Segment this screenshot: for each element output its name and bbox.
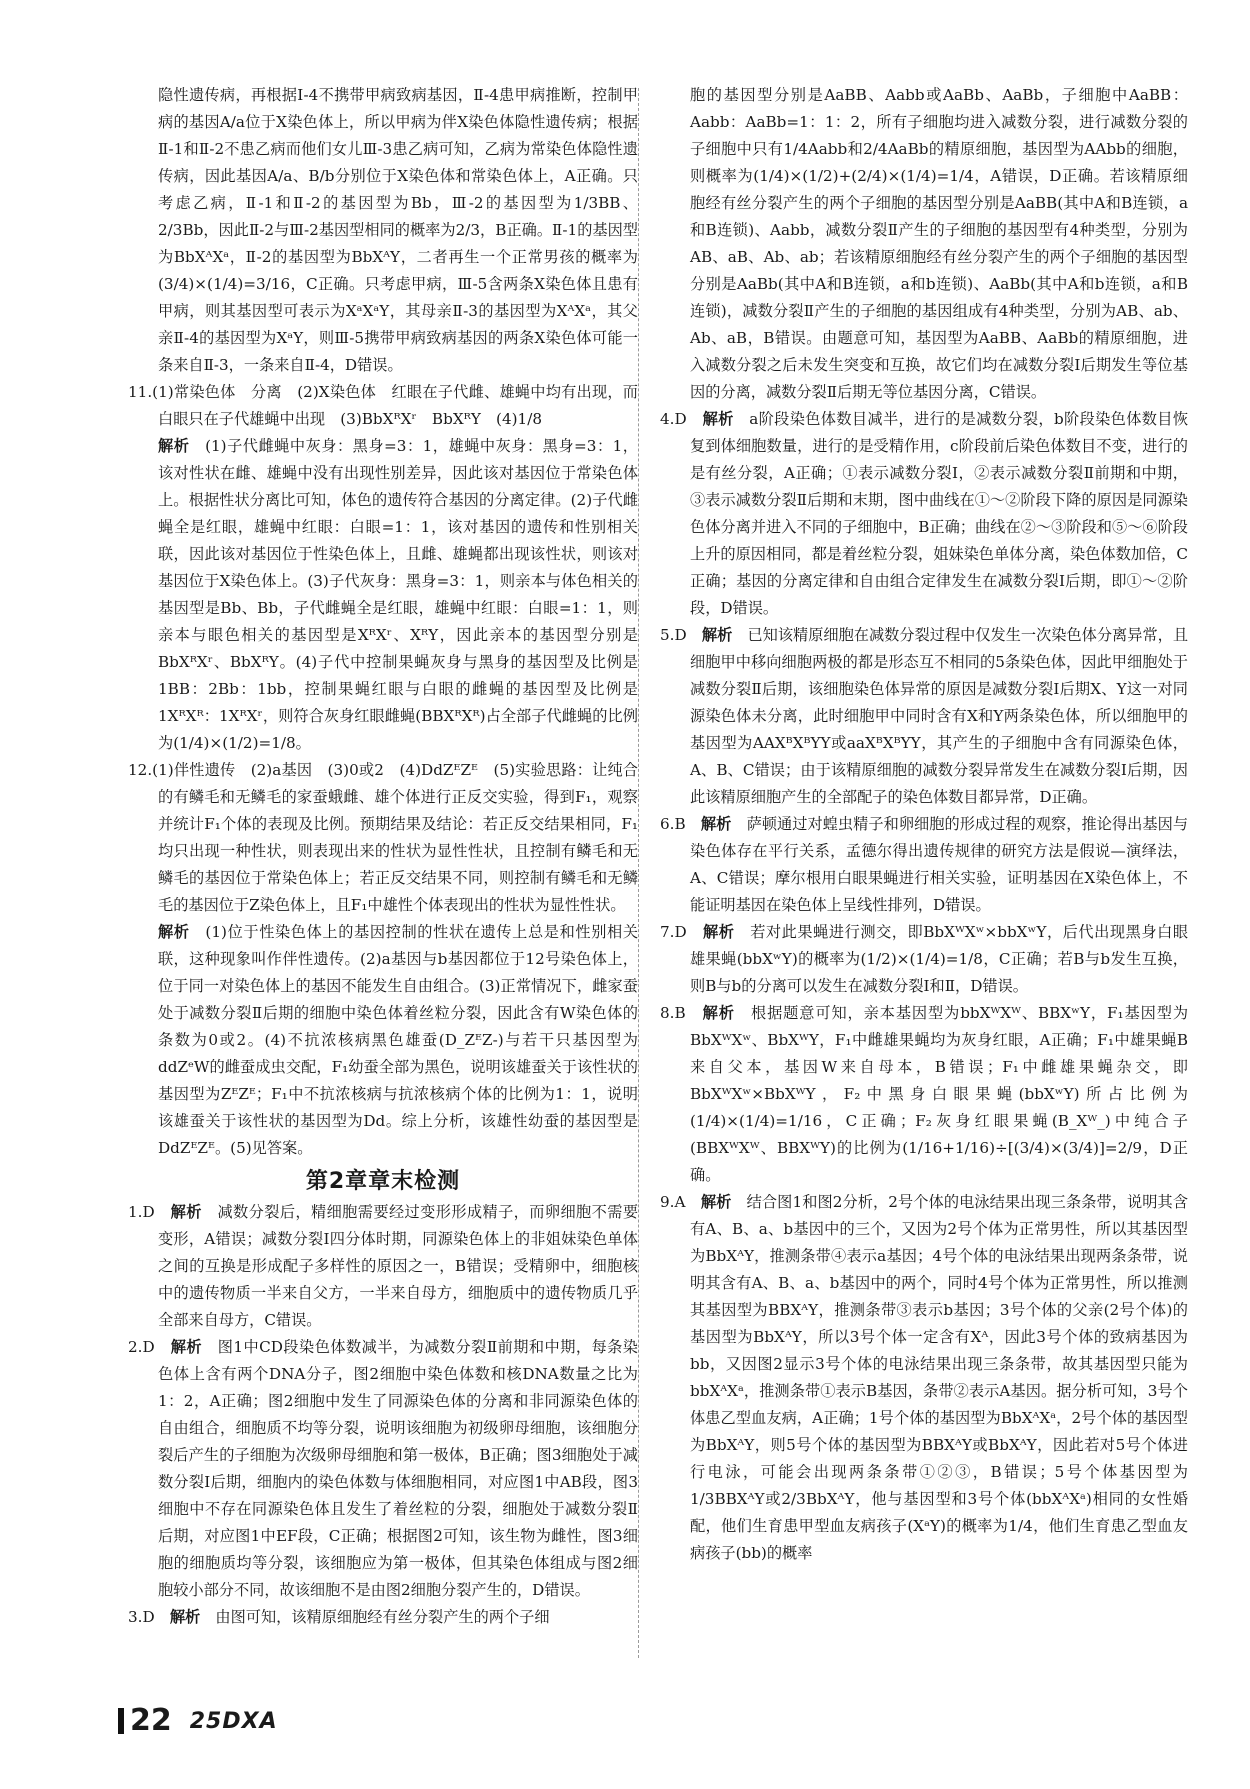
question-1 bbox=[128, 1199, 638, 1334]
book-code: 25DXA bbox=[189, 1708, 278, 1734]
page-footer bbox=[118, 1703, 278, 1738]
question-5-answer: 5.D bbox=[660, 626, 687, 644]
explanation-tag: 解析 bbox=[170, 1203, 202, 1221]
answer-10-continuation: 隐性遗传病，再根据Ⅰ-4不携带甲病致病基因，Ⅱ-4患甲病推断，控制甲病的基因A/a位于X染色体上，所以甲病为伴X染色体隐性遗传病；根据Ⅱ-1和Ⅱ-2不患乙病而他们女儿Ⅲ-3患乙病可知，乙病为常染色体隐性遗传病，因此基因A/a、B/b分别位于X染色体和常染色体上，A正确。只考虑乙病，Ⅱ-1和Ⅱ-2的基因型为Bb，Ⅲ-2的基因型为1/3BB、2/3Bb，因此Ⅱ-2与Ⅲ-2基因型相同的概率为2/3，B正确。Ⅱ-1的基因型为BbXᴬXᵃ，Ⅱ-2的基因型为BbXᴬY，二者再生一个正常男孩的概率为(3/4)×(1/4)=3/16，C正确。只考虑甲病，Ⅲ-5含两条X染色体且患有甲病，则其基因型可表示为XᵃXᵃY，其母亲Ⅱ-3的基因型为XᴬXᵃ，其父亲Ⅱ-4的基因型为XᵃY，则Ⅲ-5携带甲病致病基因的两条X染色体可能一条来自Ⅱ-3，一条来自Ⅱ-4，D错误。 bbox=[158, 86, 638, 374]
question-7 bbox=[660, 919, 1188, 1000]
explanation-11 bbox=[128, 433, 638, 757]
left-column bbox=[128, 82, 638, 1631]
explanation-12-text: (1)位于性染色体上的基因控制的性状在遗传上总是和性别相关联，这种现象叫作伴性遗传。(2)a基因与b基因都位于12号染色体上，位于同一对染色体上的基因不能发生自由组合。(3)正常情况下，雌家蚕处于减数分裂Ⅱ后期的细胞中染色体着丝粒分裂，因此含有W染色体的条数为0或2。(4)不抗浓核病黑色雄蚕(D_ZᴱZ-)与若干只基因型为ddZᵉW的雌蚕成虫交配，F₁幼蚕全部为黑色，说明该雄蚕关于该性状的基因型为ZᴱZᴱ；F₁中不抗浓核病与抗浓核病个体的比例为1：1，说明该雄蚕关于该性状的基因型为Dd。综上分析，该雄性幼蚕的基因型是DdZᴱZᴱ。(5)见答案。 bbox=[158, 923, 639, 1157]
question-3 bbox=[128, 1604, 638, 1631]
explanation-11-text: (1)子代雌蝇中灰身：黑身=3：1，雄蝇中灰身：黑身=3：1，该对性状在雌、雄蝇中没有出现性别差异，因此该对基因位于常染色体上。根据性状分离比可知，体色的遗传符合基因的分离定律。(2)子代雌蝇全是红眼，雄蝇中红眼：白眼=1：1，该对基因的遗传和性别相关联，因此该对基因位于性染色体上，且雌、雄蝇都出现该性状，则该对基因位于X染色体上。(3)子代灰身：黑身=3：1，则亲本与体色相关的基因型是Bb、Bb，子代雌蝇全是红眼，雄蝇中红眼：白眼=1：1，则亲本与眼色相关的基因型是XᴿXʳ、XᴿY，因此亲本的基因型分别是BbXᴿXʳ、BbXᴿY。(4)子代中控制果蝇灰身与黑身的基因型及比例是1BB：2Bb：1bb，控制果蝇红眼与白眼的雌蝇的基因型及比例是1XᴿXᴿ：1XᴿXʳ，则符合灰身红眼雌蝇(BBXᴿXᴿ)占全部子代雌蝇的比例为(1/4)×(1/2)=1/8。 bbox=[158, 437, 638, 752]
question-2 bbox=[128, 1334, 638, 1604]
question-1-text: 减数分裂后，精细胞需要经过变形形成精子，而卵细胞不需要变形，A错误；减数分裂Ⅰ四分体时期，同源染色体上的非姐妹染色单体之间的互换是形成配子多样性的原因之一，B错误；受精卵中，细胞核中的遗传物质一半来自父方，一半来自母方，细胞质中的遗传物质几乎全部来自母方，C错误。 bbox=[158, 1203, 639, 1329]
column-divider bbox=[638, 88, 639, 1658]
answer-11: 11.(1)常染色体 分离 (2)X染色体 红眼在子代雌、雄蝇中均有出现，而白眼只在子代雄蝇中出现 (3)BbXᴿXʳ BbXᴿY (4)1/8 bbox=[128, 383, 638, 428]
question-5 bbox=[660, 622, 1188, 811]
question-2-answer: 2.D bbox=[128, 1338, 155, 1356]
question-9 bbox=[660, 1189, 1188, 1567]
question-8-text: 根据题意可知，亲本基因型为bbXᵂXᵂ、BBXʷY，F₁基因型为BbXᵂXʷ、BbXᵂY，F₁中雌雄果蝇均为灰身红眼，A正确；F₁中雄果蝇B来自父本，基因W来自母本，B错误；F₁中雌雄果蝇杂交，即BbXᵂXʷ×BbXᵂY，F₂中黑身白眼果蝇(bbXʷY)所占比例为(1/4)×(1/4)=1/16，C正确；F₂灰身红眼果蝇(B_Xᵂ_)中纯合子(BBXᵂXᵂ、BBXᵂY)的比例为(1/16+1/16)÷[(3/4)×(3/4)]=2/9，D正确。 bbox=[690, 1004, 1189, 1184]
explanation-tag: 解析 bbox=[702, 410, 734, 428]
question-6-text: 萨顿通过对蝗虫精子和卵细胞的形成过程的观察，推论得出基因与染色体存在平行关系，孟德尔得出遗传规律的研究方法是假说—演绎法，A、C错误；摩尔根用白眼果蝇进行相关实验，证明基因在X染色体上，不能证明基因在染色体上呈线性排列，D错误。 bbox=[690, 815, 1189, 914]
question-9-answer: 9.A bbox=[660, 1193, 686, 1211]
question-3-text: 由图可知，该精原细胞经有丝分裂产生的两个子细 bbox=[200, 1608, 550, 1626]
explanation-tag: 解析 bbox=[700, 815, 732, 833]
explanation-tag: 解析 bbox=[700, 1193, 732, 1211]
question-4-answer: 4.D bbox=[660, 410, 687, 428]
question-3-answer: 3.D bbox=[128, 1608, 155, 1626]
explanation-tag: 解析 bbox=[702, 1004, 735, 1022]
question-1-answer: 1.D bbox=[128, 1203, 155, 1221]
page-number: 22 bbox=[130, 1703, 172, 1738]
question-9-text: 结合图1和图2分析，2号个体的电泳结果出现三条条带，说明其含有A、B、a、b基因中的三个，又因为2号个体为正常男性，所以其基因型为BbXᴬY，推测条带④表示a基因；4号个体的电泳结果出现两条条带，说明其含有A、B、a、b基因中的两个，同时4号个体为正常男性，所以推测其基因型为BBXᴬY，推测条带③表示b基因；3号个体的父亲(2号个体)的基因型为BbXᴬY，所以3号个体一定含有Xᴬ，因此3号个体的致病基因为bb，又因图2显示3号个体的电泳结果出现三条条带，故其基因型只能为bbXᴬXᵃ，推测条带①表示B基因，条带②表示A基因。据分析可知，3号个体患乙型血友病，A正确；1号个体的基因型为BbXᴬXᵃ，2号个体的基因型为BbXᴬY，则5号个体的基因型为BBXᴬY或BbXᴬY，因此若对5号个体进行电泳，可能会出现两条条带①②③，B错误；5号个体基因型为1/3BBXᴬY或2/3BbXᴬY，他与基因型和3号个体(bbXᴬXᵃ)相同的女性婚配，他们生育患甲型血友病孩子(XᵃY)的概率为1/4，他们生育患乙型血友病孩子(bb)的概率 bbox=[690, 1193, 1189, 1562]
question-7-answer: 7.D bbox=[660, 923, 687, 941]
explanation-tag: 解析 bbox=[701, 626, 733, 644]
chapter-heading: 第2章章末检测 bbox=[305, 1169, 461, 1194]
question-7-text: 若对此果蝇进行测交，即BbXᵂXʷ×bbXʷY，后代出现黑身白眼雄果蝇(bbXʷY)的概率为(1/2)×(1/4)=1/8，C正确；若B与b发生互换，则B与b的分离可以发生在减数分裂Ⅰ和Ⅱ，D错误。 bbox=[690, 923, 1189, 995]
footer-bar bbox=[118, 1708, 124, 1734]
question-3-continuation: 胞的基因型分别是AaBB、Aabb或AaBb、AaBb，子细胞中AaBB：Aabb：AaBb=1：1：2，所有子细胞均进入减数分裂，进行减数分裂的子细胞中只有1/4Aabb和2/4AaBb的精原细胞，基因型为AAbb的细胞，则概率为(1/4)×(1/2)+(2/4)×(1/4)=1/4，A错误，D正确。若该精原细胞经有丝分裂产生的两个子细胞的基因型分别是AaBB(其中A和B连锁，a和B连锁)、Aabb，减数分裂Ⅱ产生的子细胞的基因型有4种类型，分别为AB、aB、Ab、ab；若该精原细胞经有丝分裂产生的两个子细胞的基因型分别是AaBb(其中A和B连锁，a和b连锁)、AaBb(其中A和b连锁，a和B连锁)，减数分裂Ⅱ产生的子细胞的基因组成有4种类型，分别为AB、ab、Ab、aB，B错误。由题意可知，基因型为AaBB、AaBb的精原细胞，进入减数分裂之后未发生突变和互换，故它们均在减数分裂Ⅰ后期发生等位基因的分离，减数分裂Ⅱ后期无等位基因分离，C错误。 bbox=[690, 86, 1188, 401]
question-6-answer: 6.B bbox=[660, 815, 686, 833]
question-8 bbox=[660, 1000, 1188, 1189]
explanation-12 bbox=[128, 919, 638, 1162]
answer-12: 12.(1)伴性遗传 (2)a基因 (3)0或2 (4)DdZᴱZᴱ (5)实验思路：让纯合的有鳞毛和无鳞毛的家蚕蛾雌、雄个体进行正反交实验，得到F₁，观察并统计F₁个体的表现及比例。预期结果及结论：若正反交结果相同，F₁均只出现一种性状，则表现出来的性状为显性性状，且控制有鳞毛和无鳞毛的基因位于常染色体上；若正反交结果不同，则控制有鳞毛和无鳞毛的基因位于Z染色体上，且F₁中雄性个体表现出的性状为显性性状。 bbox=[128, 761, 638, 914]
question-5-text: 已知该精原细胞在减数分裂过程中仅发生一次染色体分离异常，且细胞甲中移向细胞两极的都是形态互不相同的5条染色体，因此甲细胞处于减数分裂Ⅱ后期，该细胞染色体异常的原因是减数分裂Ⅰ后期X、Y这一对同源染色体未分离，此时细胞甲中同时含有X和Y两条染色体，所以细胞甲的基因型为AAXᴮXᴮYY或aaXᴮXᴮYY，其产生的子细胞中含有同源染色体，A、B、C错误；由于该精原细胞的减数分裂异常发生在减数分裂Ⅰ后期，因此该精原细胞产生的全部配子的染色体数目都异常，D正确。 bbox=[690, 626, 1189, 806]
question-6 bbox=[660, 811, 1188, 919]
explanation-tag: 解析 bbox=[158, 437, 190, 455]
explanation-tag: 解析 bbox=[702, 923, 735, 941]
explanation-tag: 解析 bbox=[169, 1608, 201, 1626]
question-8-answer: 8.B bbox=[660, 1004, 686, 1022]
explanation-tag: 解析 bbox=[158, 923, 190, 941]
question-4 bbox=[660, 406, 1188, 622]
question-4-text: a阶段染色体数目减半，进行的是减数分裂，b阶段染色体数目恢复到体细胞数量，进行的是受精作用，c阶段前后染色体数目不变，进行的是有丝分裂，A正确；①表示减数分裂Ⅰ，②表示减数分裂Ⅱ前期和中期，③表示减数分裂Ⅱ后期和末期，图中曲线在①～②阶段下降的原因是同源染色体分离并进入不同的子细胞中，B正确；曲线在②～③阶段和⑤～⑥阶段上升的原因相同，都是着丝粒分裂，姐妹染色单体分离，染色体数加倍，C正确；基因的分离定律和自由组合定律发生在减数分裂Ⅰ后期，即①～②阶段，D错误。 bbox=[690, 410, 1189, 617]
explanation-tag: 解析 bbox=[170, 1338, 203, 1356]
right-column bbox=[660, 82, 1188, 1567]
question-2-text: 图1中CD段染色体数减半，为减数分裂Ⅱ前期和中期，每条染色体上含有两个DNA分子，图2细胞中染色体数和核DNA数量之比为1：2，A正确；图2细胞中发生了同源染色体的分离和非同源染色体的自由组合，细胞质不均等分裂，说明该细胞为初级卵母细胞，该细胞分裂后产生的子细胞为次级卵母细胞和第一极体，B正确；图3细胞处于减数分裂Ⅰ后期，细胞内的染色体数与体细胞相同，对应图1中AB段，图3细胞中不存在同源染色体且发生了着丝粒的分裂，细胞处于减数分裂Ⅱ后期，对应图1中EF段，C正确；根据图2可知，该生物为雌性，图3细胞的细胞质均等分裂，该细胞应为第一极体，但其染色体组成与图2细胞较小部分不同，故该细胞不是由图2细胞分裂产生的，D错误。 bbox=[158, 1338, 638, 1599]
